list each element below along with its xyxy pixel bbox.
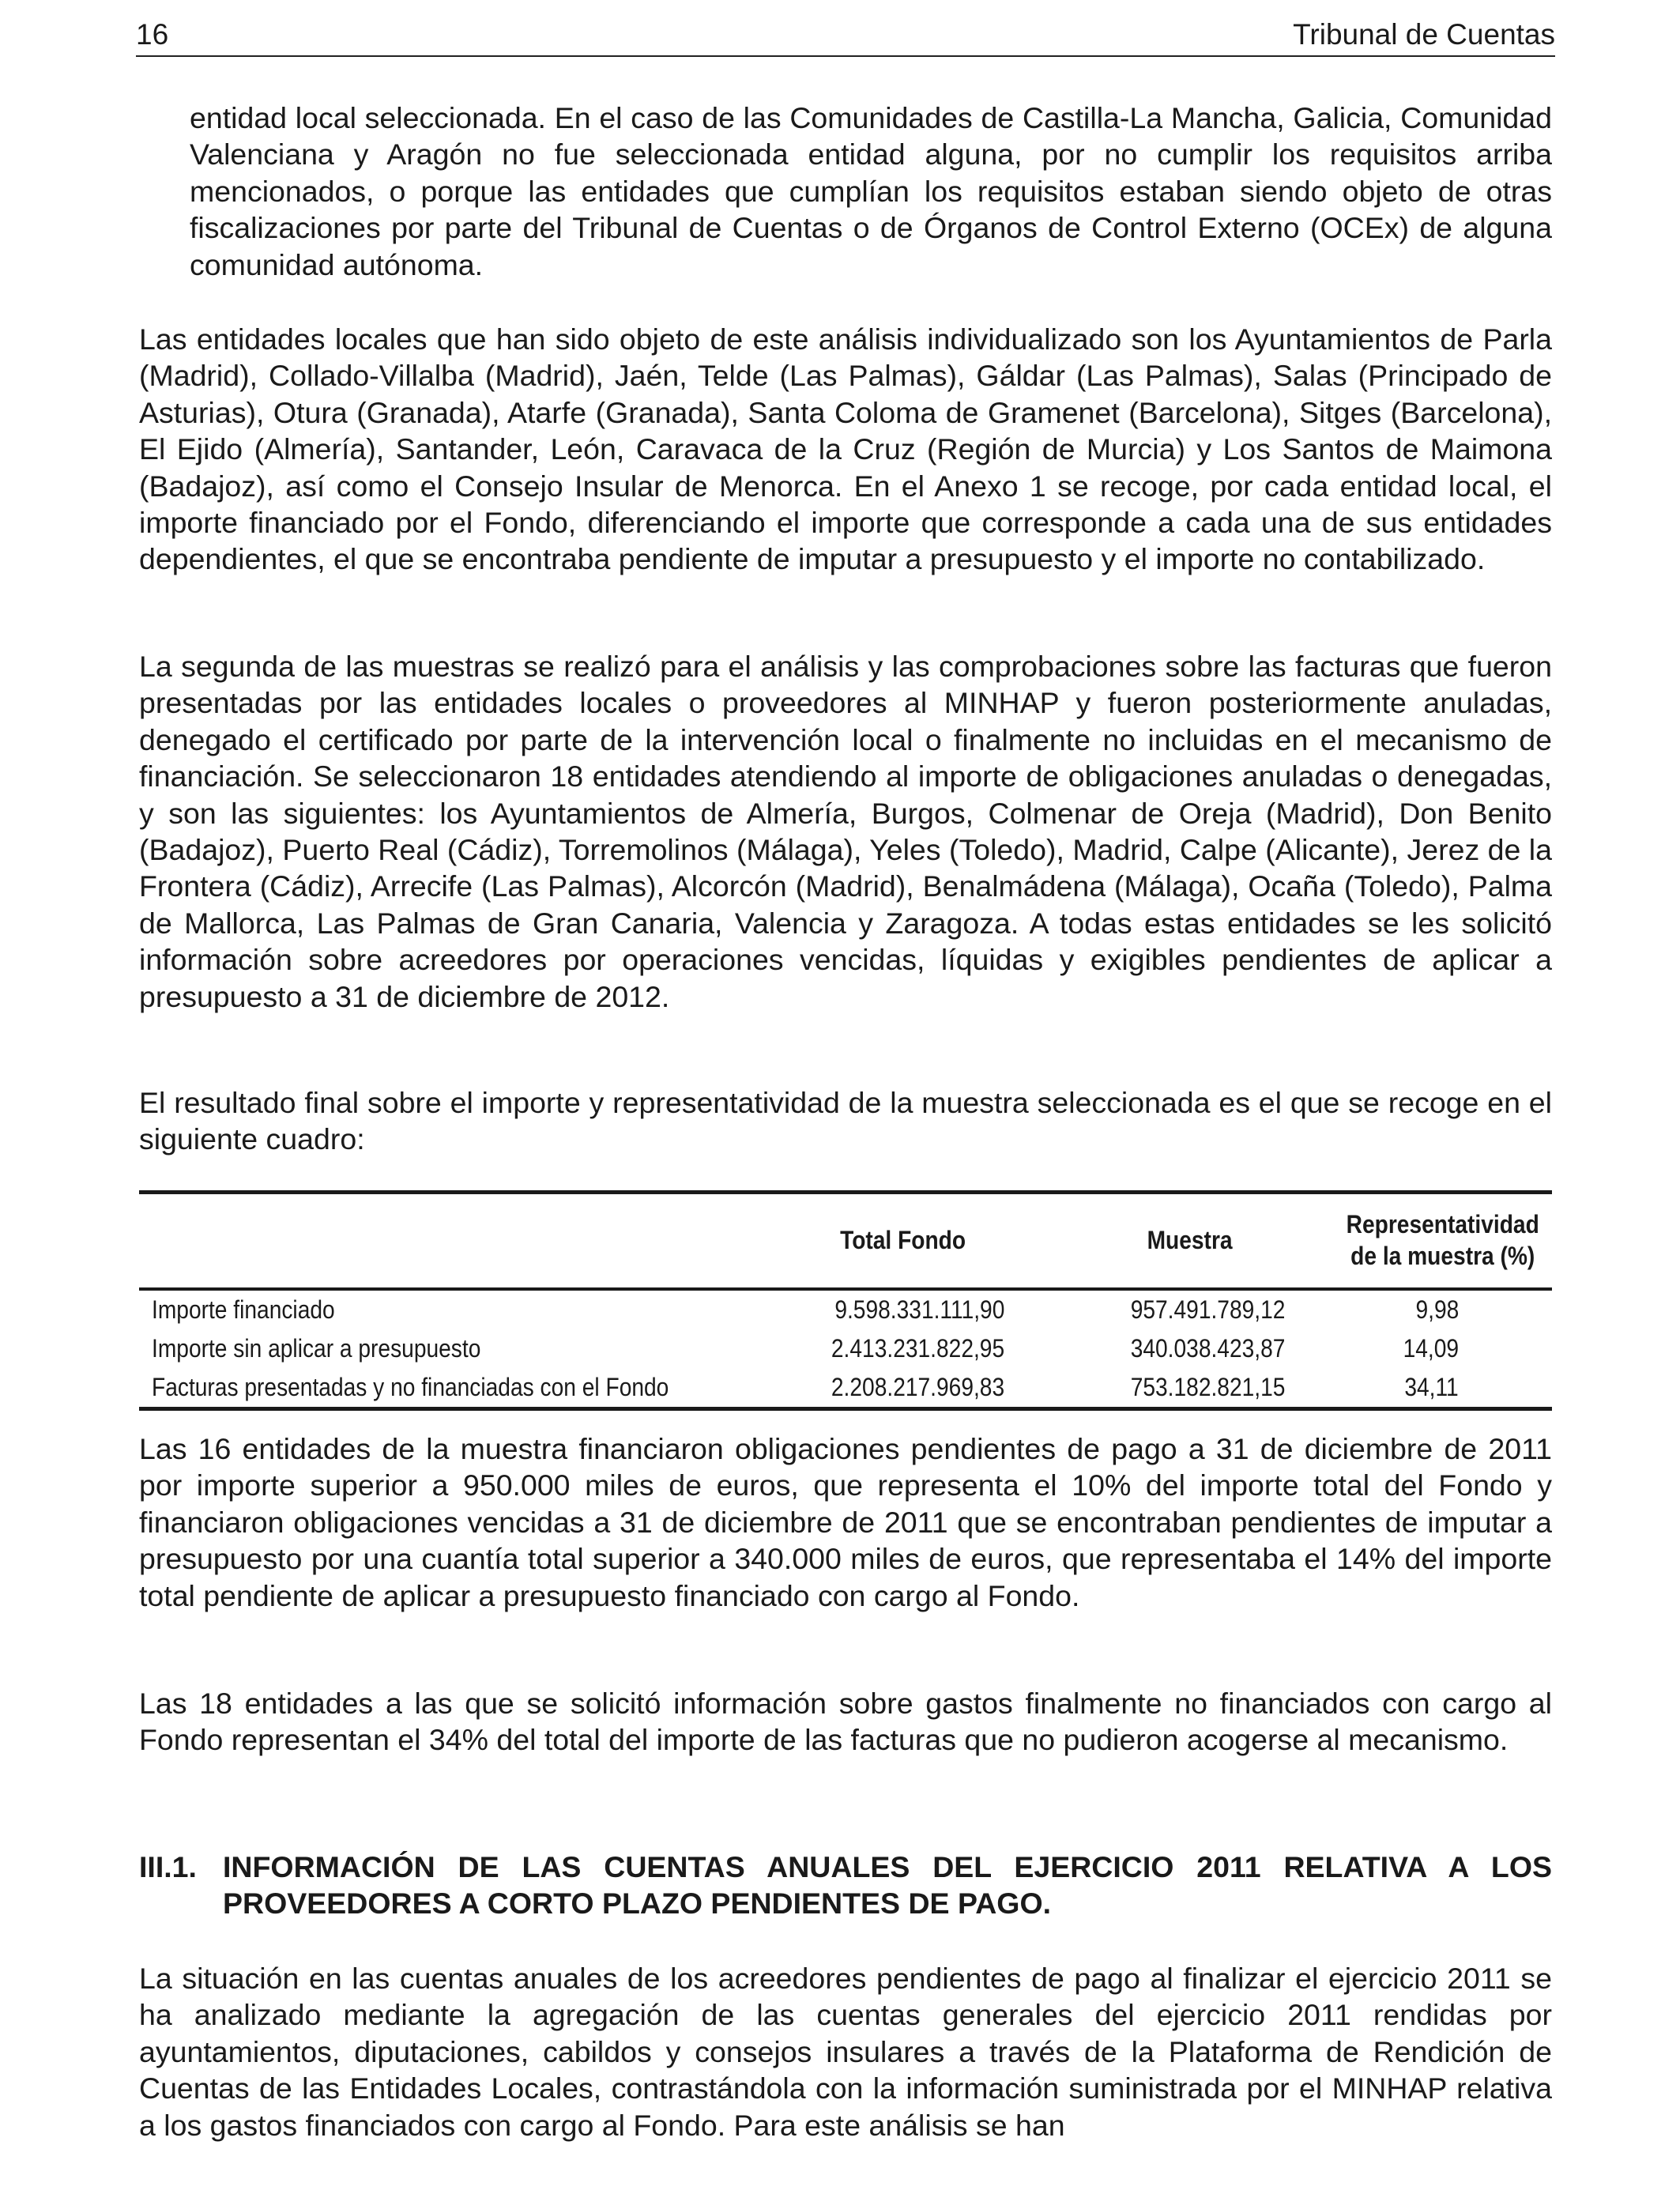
section-title: INFORMACIÓN DE LAS CUENTAS ANUALES DEL EJERCICIO 2011 RELATIVA A LOS PROVEEDORES A CORTO PLAZO PENDIENTES DE PAGO.	[223, 1850, 1552, 1921]
row-label: Importe sin aplicar a presupuesto	[152, 1334, 481, 1363]
paragraph-resultado-final: El resultado final sobre el importe y representatividad de la muestra seleccionada es el que se recoge en el siguiente cuadro:	[139, 1086, 1552, 1156]
cell-muestra: 957.491.789,12	[1130, 1295, 1286, 1324]
header-total-fondo: Total Fondo	[840, 1226, 966, 1254]
cell-muestra: 340.038.423,87	[1130, 1334, 1286, 1363]
cell-total-fondo: 9.598.331.111,90	[834, 1295, 1005, 1324]
cell-representatividad: 34,11	[1404, 1373, 1459, 1401]
header-representatividad	[1346, 1193, 1539, 1290]
header-representatividad-line2: de la muestra (%)	[1350, 1242, 1535, 1270]
row-label: Importe financiado	[152, 1295, 335, 1324]
cell-total-fondo: 2.413.231.822,95	[831, 1334, 1005, 1363]
page-header	[136, 14, 1555, 57]
cell-representatividad: 14,09	[1403, 1334, 1459, 1363]
running-title: Tribunal de Cuentas	[1293, 18, 1555, 51]
page-number: 16	[136, 18, 169, 51]
cell-representatividad: 9,98	[1415, 1295, 1459, 1324]
row-label: Facturas presentadas y no financiadas con el Fondo	[152, 1373, 669, 1401]
cell-muestra: 753.182.821,15	[1130, 1373, 1286, 1401]
header-representatividad-line1: Representatividad	[1346, 1210, 1539, 1238]
header-empty-cell	[176, 1193, 721, 1290]
sample-summary-table	[139, 1190, 1552, 1411]
paragraph-segunda-muestra: La segunda de las muestras se realizó para el análisis y las comprobaciones sobre las facturas que fueron presentadas por las entidades locales o proveedores al MINHAP y fueron posteriormente anuladas, denegado el certificado por parte de la intervención local o finalmente no incluidas en el mecanismo de financiación. Se seleccionaron 18 entidades atendiendo al importe de obligaciones anuladas o denegadas, y son las siguientes: los Ayuntamientos de Almería, Burgos, Colmenar de Oreja (Madrid), Don Benito (Badajoz), Puerto Real (Cádiz), Torremolinos (Málaga), Yeles (Toledo), Madrid, Calpe (Alicante), Jerez de la Frontera (Cádiz), Arrecife (Las Palmas), Alcorcón (Madrid), Benalmádena (Málaga), Ocaña (Toledo), Palma de Mallorca, Las Palmas de Gran Canaria, Valencia y Zaragoza. A todas estas entidades se les solicitó información sobre acreedores por operaciones vencidas, líquidas y exigibles pendientes de aplicar a presupuesto a 31 de diciembre de 2012.	[139, 650, 1552, 1013]
paragraph-entidad-local: entidad local seleccionada. En el caso de las Comunidades de Castilla-La Mancha, Galicia, Comunidad Valenciana y Aragón no fue seleccionada entidad alguna, por no cumplir los requisitos arriba mencionados, o porque las entidades que cumplían los requisitos estaban siendo objeto de otras fiscalizaciones por parte del Tribunal de Cuentas o de Órganos de Control Externo (OCEx) de alguna comunidad autónoma.	[190, 101, 1552, 281]
paragraph-18-entidades: Las 18 entidades a las que se solicitó información sobre gastos finalmente no financiados con cargo al Fondo representan el 34% del total del importe de las facturas que no pudieron acogerse al mecanismo.	[139, 1687, 1552, 1757]
cell-total-fondo: 2.208.217.969,83	[831, 1373, 1005, 1401]
section-number: III.1.	[139, 1850, 197, 1883]
paragraph-16-entidades: Las 16 entidades de la muestra financiaron obligaciones pendientes de pago a 31 de diciembre de 2011 por importe superior a 950.000 miles de euros, que representa el 10% del importe total del Fondo y financiaron obligaciones vencidas a 31 de diciembre de 2011 que se encontraban pendientes de imputar a presupuesto por una cuantía total superior a 340.000 miles de euros, que representaba el 14% del importe total pendiente de aplicar a presupuesto financiado con cargo al Fondo.	[139, 1432, 1552, 1612]
paragraph-situacion-cuentas: La situación en las cuentas anuales de los acreedores pendientes de pago al finalizar el ejercicio 2011 se ha analizado mediante la agregación de las cuentas generales del ejercicio 2011 rendidas por ayuntamientos, diputaciones, cabildos y consejos insulares a través de la Plataforma de Rendición de Cuentas de las Entidades Locales, contrastándola con la información suministrada por el MINHAP relativa a los gastos financiados con cargo al Fondo. Para este análisis se han	[139, 1962, 1552, 2142]
table-row	[139, 1368, 1552, 1409]
table-row	[139, 1289, 1552, 1329]
table-header-row	[139, 1193, 1552, 1290]
paragraph-entidades-analizadas: Las entidades locales que han sido objeto de este análisis individualizado son los Ayuntamientos de Parla (Madrid), Collado-Villalba (Madrid), Jaén, Telde (Las Palmas), Gáldar (Las Palmas), Salas (Principado de Asturias), Otura (Granada), Atarfe (Granada), Santa Coloma de Gramenet (Barcelona), Sitges (Barcelona), El Ejido (Almería), Santander, León, Caravaca de la Cruz (Región de Murcia) y Los Santos de Maimona (Badajoz), así como el Consejo Insular de Menorca. En el Anexo 1 se recoge, por cada entidad local, el importe financiado por el Fondo, diferenciando el importe que corresponde a cada una de sus entidades dependientes, el que se encontraba pendiente de imputar a presupuesto y el importe no contabilizado.	[139, 322, 1552, 576]
table-row	[139, 1329, 1552, 1368]
header-muestra: Muestra	[1147, 1226, 1233, 1254]
